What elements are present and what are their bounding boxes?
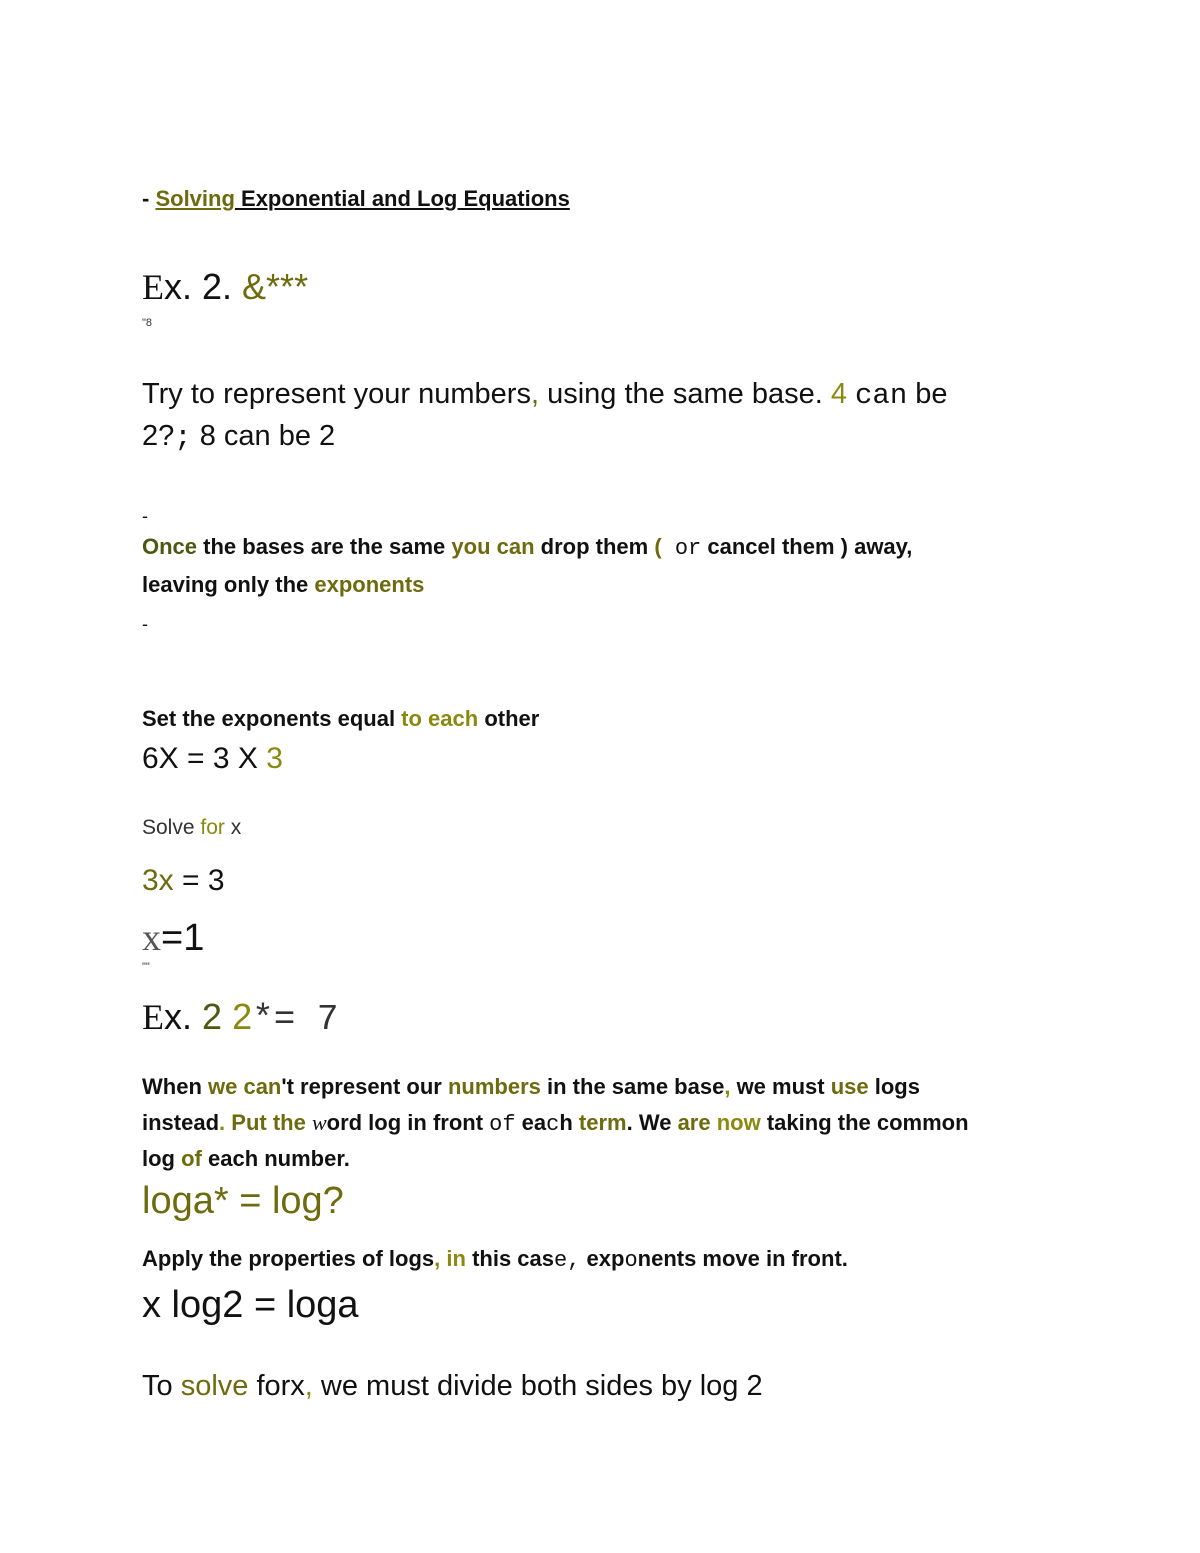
p2-you-can: you can <box>451 534 535 559</box>
ex2-x: x. <box>164 996 203 1037</box>
p4-we-can: we can <box>208 1074 282 1099</box>
p2-line2-a: leaving only the <box>142 572 315 597</box>
p4-l2b: ord log in front <box>326 1110 490 1135</box>
p4-use: use <box>830 1074 869 1099</box>
section-heading <box>142 186 570 212</box>
example-1-label <box>142 266 308 308</box>
p4-l3b: each number. <box>201 1146 350 1171</box>
solve-for: for <box>200 816 225 839</box>
p4-l1a: When <box>142 1074 208 1099</box>
paragraph-same-base-line2 <box>142 420 335 454</box>
paragraph-drop-bases <box>142 534 912 561</box>
eq3-x: x <box>142 917 161 959</box>
ex1-subscript: "​8 <box>142 317 153 329</box>
equation-x-log2: x log2 = loga <box>142 1284 359 1326</box>
p5-in: in <box>446 1246 466 1271</box>
p1-four: 4 <box>830 378 847 410</box>
p4-of2: of <box>181 1146 202 1171</box>
p2-text-a: the bases are the same <box>197 534 452 559</box>
p4-l2g: taking the common <box>760 1110 969 1135</box>
p4-w: w <box>311 1110 327 1135</box>
heading-dash: - <box>142 186 156 211</box>
paragraph-divide <box>142 1370 763 1403</box>
p1-line2-c: 8 can be 2 <box>191 420 336 452</box>
p3-text-a: Set the exponents equal <box>142 706 402 731</box>
p4-of: of <box>489 1112 516 1137</box>
p1-text-b: using the same base. <box>539 378 831 410</box>
p5-text-a: Apply the properties of logs <box>142 1246 435 1271</box>
example-2-label <box>142 996 339 1040</box>
p1-comma: , <box>530 378 540 410</box>
eq3-rest: =1 <box>161 917 205 959</box>
equation-log-both-sides: loga* = log? <box>142 1180 344 1222</box>
p1-line2-a: 2? <box>142 420 175 452</box>
eq1-text: 6X = 3 X <box>142 742 267 775</box>
ex1-x: x. 2. <box>164 266 243 307</box>
paragraph-drop-bases-line2 <box>142 572 424 598</box>
p4-l1b: 't represent our <box>281 1074 448 1099</box>
solve-text-b: x <box>224 816 242 839</box>
p2-exponents: exponents <box>314 572 425 597</box>
ex1-expression: &*** <box>242 266 309 307</box>
ex1-e: E <box>142 267 164 307</box>
paragraph-set-equal <box>142 706 539 732</box>
ex2-two-2: 2 <box>232 996 253 1037</box>
p3-to-each: to each <box>401 706 479 731</box>
p4-now: now <box>716 1110 761 1135</box>
ex2-rest: *= 7 <box>252 999 339 1040</box>
bullet-dot-1: - <box>142 506 148 526</box>
p5-e: e, <box>554 1248 581 1273</box>
p5-text-b: this cas <box>465 1246 554 1271</box>
p4-l3a: log <box>142 1146 182 1171</box>
p4-l2c: ea <box>515 1110 547 1135</box>
p6-comma: , <box>304 1370 313 1402</box>
p4-l1e: logs <box>868 1074 920 1099</box>
p4-term: term <box>578 1110 627 1135</box>
p4-l2d: h <box>559 1110 579 1135</box>
p5-text-d: nents move in front. <box>637 1246 848 1271</box>
paragraph-use-logs-line2 <box>142 1110 969 1137</box>
p2-or: or <box>661 536 702 561</box>
p6-solve: solve <box>180 1370 249 1402</box>
p1-line2-semicolon: ; <box>174 421 192 454</box>
eq2-rest: = 3 <box>173 864 225 897</box>
ex2-e: E <box>142 997 164 1037</box>
p4-numbers: numbers <box>447 1074 541 1099</box>
p4-ch: c <box>546 1112 560 1137</box>
p6-text-a: To <box>142 1370 181 1402</box>
p2-text-b: drop them <box>534 534 655 559</box>
p4-l1c: in the same base <box>540 1074 725 1099</box>
p4-l2e: . We <box>626 1110 678 1135</box>
p4-are: are <box>677 1110 711 1135</box>
p5-o: o <box>624 1248 638 1273</box>
equation-x-equals-1 <box>142 916 204 960</box>
p4-l2a: instead <box>142 1110 220 1135</box>
eq2-3x: 3x <box>142 864 174 897</box>
solve-text-a: Solve <box>142 816 201 839</box>
paragraph-use-logs <box>142 1074 920 1100</box>
p2-text-c: cancel them ) away, <box>701 534 913 559</box>
p1-text-c <box>847 378 855 410</box>
solve-for-x <box>142 816 241 840</box>
p1-text-d: be <box>907 378 948 410</box>
ex2-two-1: 2 <box>202 996 223 1037</box>
bullet-dot-2: - <box>142 614 148 634</box>
paragraph-use-logs-line3 <box>142 1146 350 1172</box>
eq1-three: 3 <box>266 742 283 775</box>
p4-comma: , <box>724 1074 731 1099</box>
p6-text-b: forx <box>248 1370 305 1402</box>
eq3-tick: "" <box>142 961 150 973</box>
ex2-space <box>222 996 232 1037</box>
p5-comma: , <box>434 1246 441 1271</box>
p4-dot: . <box>219 1110 226 1135</box>
heading-word-solving: Solving <box>155 186 235 211</box>
p3-text-b: other <box>478 706 540 731</box>
paragraph-apply-properties <box>142 1246 848 1273</box>
p4-put: Put the <box>225 1110 312 1135</box>
equation-6x <box>142 742 283 776</box>
paragraph-same-base <box>142 378 948 412</box>
p4-l1d: we must <box>730 1074 831 1099</box>
p6-text-c: we must divide both sides by log 2 <box>312 1370 763 1402</box>
p1-text-a: Try to represent your numbers <box>142 378 531 410</box>
heading-title: Exponential and Log Equations <box>234 186 570 211</box>
p1-can: can <box>855 379 908 412</box>
p2-once: Once <box>142 534 198 559</box>
equation-3x <box>142 864 225 898</box>
p5-text-c: exp <box>580 1246 625 1271</box>
p2-paren: ( <box>654 534 662 559</box>
